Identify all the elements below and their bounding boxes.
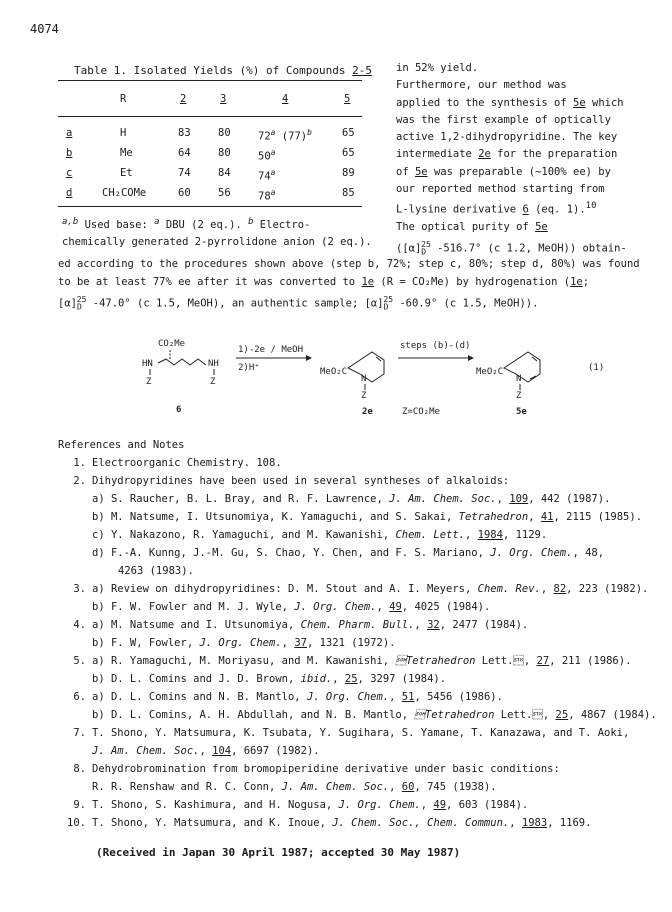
yield-2: 64 xyxy=(178,147,191,159)
yield-5: 65 xyxy=(342,147,355,159)
body-line-2: to be at least 77% ee after it was converted to 1e (R = CO₂Me) by hydrogenation (1e; xyxy=(58,276,590,288)
received-date: (Received in Japan 30 April 1987; accepted 30 May 1987) xyxy=(96,846,461,859)
reference-item: b) D. L. Comins, A. H. Abdullah, and N. B. Mantlo, Tetrahedron Lett., 25, 4867 (1984). xyxy=(92,709,657,721)
yield-5: 85 xyxy=(342,187,355,199)
body-line-3: $[\alpha]_D^{25}$ -47.0° (c 1.5, MeOH), an authentic sample; $[\alpha]_D^{25}$ -60.9° (c 1.5, MeOH)). xyxy=(58,295,539,312)
yield-4: 72$^a$ $(77)^b$ xyxy=(258,128,312,143)
co2me-label: CO₂Me xyxy=(158,339,186,349)
reference-item: R. R. Renshaw and R. C. Conn, J. Am. Chem. Soc., 60, 745 (1938). xyxy=(92,781,497,793)
reference-item: b) D. L. Comins and J. D. Brown, ibid., 25, 3297 (1984). xyxy=(92,673,447,685)
yield-4: 78$^a$ xyxy=(258,188,276,203)
reference-item: b) M. Natsume, I. Utsunomiya, K. Yamaguchi, and S. Sakai, Tetrahedron, 41, 2115 (1985). xyxy=(92,511,643,523)
row-r-value: CH₂COMe xyxy=(102,187,147,199)
reference-item: 8. Dehydrobromination from bromopiperidine derivative under basic conditions: xyxy=(73,763,560,775)
row-id: d xyxy=(66,187,73,199)
rc-line: in 52% yield. xyxy=(396,62,479,74)
header-3: 3 xyxy=(220,93,227,105)
rc-line: applied to the synthesis of 5e which xyxy=(396,96,624,109)
header-2: 2 xyxy=(180,93,187,105)
reference-item: 4. a) M. Natsume and I. Utsunomiya, Chem. Pharm. Bull., 32, 2477 (1984). xyxy=(73,619,529,631)
rc-line: of 5e was preparable (∼100% ee) by xyxy=(396,165,611,178)
reference-item: 1. Electroorganic Chemistry. 108. xyxy=(73,457,282,469)
table-rule-bottom xyxy=(58,206,362,207)
n-label: N xyxy=(361,374,367,384)
rc-line: Furthermore, our method was xyxy=(396,79,567,92)
row-id: b xyxy=(66,147,73,159)
hn-label: HN xyxy=(142,359,153,369)
reference-item: 10. T. Shono, Y. Matsumura, and K. Inoue, J. Chem. Soc., Chem. Commun., 1983, 1169. xyxy=(67,817,592,829)
reference-item: 3. a) Review on dihydropyridines: D. M. Stout and A. I. Meyers, Chem. Rev., 82, 223 (1982). xyxy=(73,583,649,595)
reference-item: b) F. W. Fowler and M. J. Wyle, J. Org. Chem., 49, 4025 (1984). xyxy=(92,601,491,613)
reference-item: a) S. Raucher, B. L. Bray, and R. F. Lawrence, J. Am. Chem. Soc., 109, 442 (1987). xyxy=(92,493,611,505)
table-footnote-2: chemically generated 2-pyrrolidone anion (2 eq.). xyxy=(62,236,372,248)
reference-item: 2. Dihydropyridines have been used in several syntheses of alkaloids: xyxy=(73,475,510,487)
meo2c-label: MeO₂C xyxy=(320,367,348,377)
reference-item: 6. a) D. L. Comins and N. B. Mantlo, J. Org. Chem., 51, 5456 (1986). xyxy=(73,691,503,703)
table-rule-mid xyxy=(58,116,362,117)
right-column-text xyxy=(396,60,646,261)
yield-5: 65 xyxy=(342,127,355,139)
reference-item: 7. T. Shono, Y. Matsumura, K. Tsubata, Y. Sugihara, S. Yamane, T. Kanazawa, and T. Aoki, xyxy=(73,727,630,739)
nh-label: NH xyxy=(208,359,219,369)
rc-line: ($[\alpha]_D^{25}$ -516.7° (c 1.2, MeOH)) obtain- xyxy=(396,240,627,258)
equation-number: (1) xyxy=(588,363,605,373)
reference-item: d) F.-A. Kunng, J.-M. Gu, S. Chao, Y. Chen, and F. S. Mariano, J. Org. Chem., 48, xyxy=(92,547,605,559)
rc-line: active 1,2-dihydropyridine. The key xyxy=(396,131,618,144)
yield-3: 84 xyxy=(218,167,231,179)
references-section xyxy=(58,436,657,832)
reference-item: J. Am. Chem. Soc., 104, 6697 (1982). xyxy=(92,745,320,757)
yield-2: 83 xyxy=(178,127,191,139)
header-4: 4 xyxy=(282,93,289,105)
yield-4: 50$^a$ xyxy=(258,148,276,163)
z-label: Z xyxy=(210,377,216,387)
z-label: Z xyxy=(146,377,152,387)
yield-4: 74$^a$ xyxy=(258,168,276,183)
yield-3: 80 xyxy=(218,147,231,159)
row-id: a xyxy=(66,127,73,139)
header-5: 5 xyxy=(344,93,351,105)
yield-3: 56 xyxy=(218,187,231,199)
compound-2e-label: 2e xyxy=(362,407,373,417)
compound-5e-label: 5e xyxy=(516,407,527,417)
row-id: c xyxy=(66,167,73,179)
row-r-value: Et xyxy=(120,167,133,179)
references-title: References and Notes xyxy=(58,439,185,451)
z-label: Z xyxy=(516,391,522,401)
rc-line: our reported method starting from xyxy=(396,183,605,196)
reference-item: 4263 (1983). xyxy=(118,565,194,577)
yield-2: 74 xyxy=(178,167,191,179)
header-r: R xyxy=(120,93,127,105)
reaction-scheme xyxy=(0,330,672,430)
rc-line: L-lysine derivative 6 (eq. 1).$^{10}$ xyxy=(396,201,597,216)
yield-3: 80 xyxy=(218,127,231,139)
step1-bottom: 2)H⁺ xyxy=(238,363,260,373)
z-definition: Z=CO₂Me xyxy=(402,407,440,417)
table-rule-top xyxy=(58,80,362,81)
rc-line: was the first example of optically xyxy=(396,113,611,126)
n-label: N xyxy=(516,374,522,384)
reference-item: c) Y. Nakazono, R. Yamaguchi, and M. Kawanishi, Chem. Lett., 1984, 1129. xyxy=(92,529,548,541)
meo2c-label: MeO₂C xyxy=(476,367,504,377)
page-number: 4074 xyxy=(30,22,59,36)
row-r-value: Me xyxy=(120,147,133,159)
rc-line: The optical purity of 5e xyxy=(396,221,548,234)
step1-top: 1)-2e / MeOH xyxy=(238,345,304,355)
rc-line: intermediate 2e for the preparation xyxy=(396,148,618,161)
z-label: Z xyxy=(361,391,367,401)
references-list xyxy=(58,454,657,832)
yield-2: 60 xyxy=(178,187,191,199)
reference-item: 5. a) R. Yamaguchi, M. Moriyasu, and M. Kawanishi, Tetrahedron Lett., 27, 211 (1986). xyxy=(73,655,632,667)
body-line-1: ed according to the procedures shown above (step b, 72%; step c, 80%; step d, 80%) was found xyxy=(58,258,640,270)
reference-item: b) F. W, Fowler, J. Org. Chem., 37, 1321 (1972). xyxy=(92,637,396,649)
table-caption: Table 1. Isolated Yields (%) of Compounds 2-5 xyxy=(74,64,373,77)
compound-6-label: 6 xyxy=(176,405,182,415)
yield-5: 89 xyxy=(342,167,355,179)
row-r-value: H xyxy=(120,127,127,139)
steps-label: steps (b)-(d) xyxy=(400,341,471,351)
reference-item: 9. T. Shono, S. Kashimura, and H. Nogusa, J. Org. Chem., 49, 603 (1984). xyxy=(73,799,529,811)
table-footnote-1: a,b Used base: a DBU (2 eq.). b Electro- xyxy=(62,217,311,231)
